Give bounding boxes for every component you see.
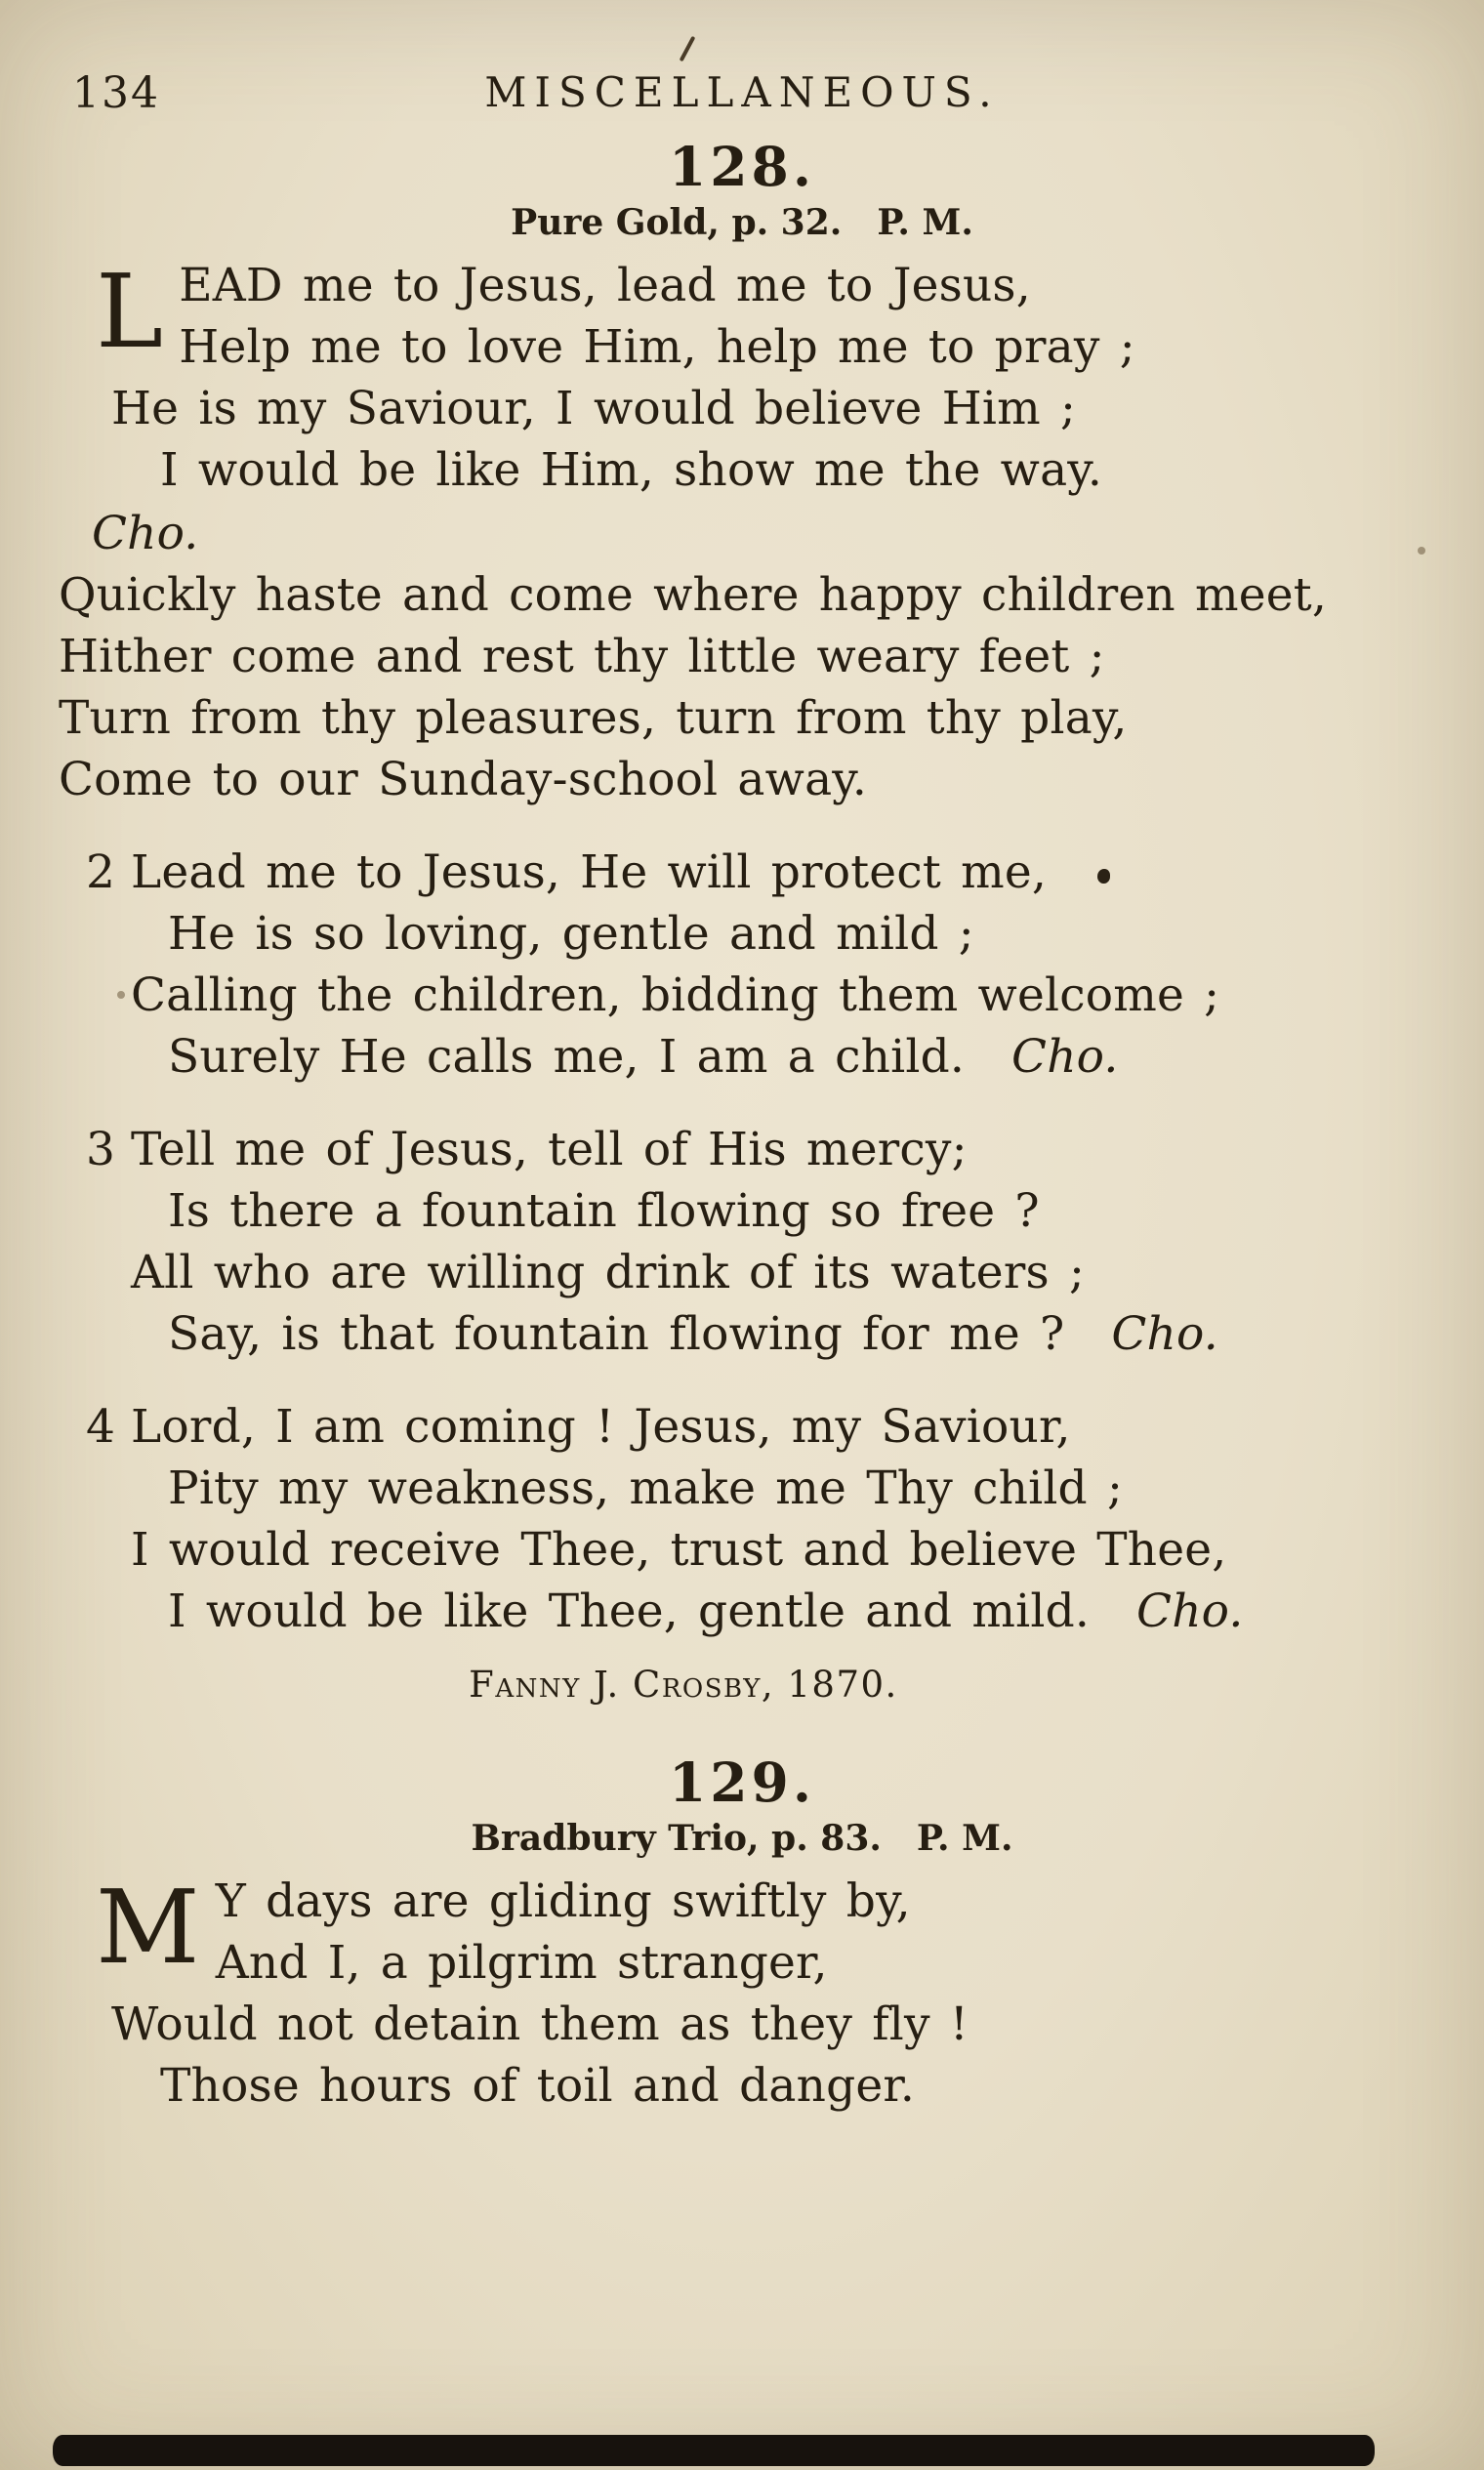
hymn-128-chorus: [59, 564, 1425, 810]
verse-number: 4: [86, 1400, 116, 1454]
verse-line: And I, a pilgrim stranger,: [215, 1936, 828, 1990]
verse-line: He is so loving, gentle and mild ;: [168, 907, 974, 961]
hymn-128-tune-line: Pure Gold, p. 32. P. M.: [511, 202, 973, 243]
verse-number: 3: [86, 1123, 116, 1176]
chorus-ref: Cho.: [1011, 1030, 1119, 1084]
chorus-line: Quickly haste and come where happy children meet,: [59, 568, 1328, 622]
hymn-128-number: 128.: [669, 135, 815, 198]
verse-line: Tell me of Jesus, tell of His mercy;: [131, 1123, 968, 1176]
verse-line: Pity my weakness, make me Thy child ;: [168, 1461, 1124, 1515]
verse-line: He is my Saviour, I would believe Him ;: [111, 382, 1077, 435]
hymn-128-verse-1: [96, 252, 1425, 501]
verse-line: Y days are gliding swiftly by,: [215, 1874, 911, 1928]
hymn-129: [59, 1750, 1425, 2117]
verse-line-text: Say, is that fountain flowing for me ?: [168, 1307, 1065, 1361]
chorus-ref: Cho.: [1111, 1307, 1218, 1361]
scan-artifact: [1418, 547, 1425, 555]
verse-line-text: Surely He calls me, I am a child.: [168, 1030, 966, 1084]
verse-line: Help me to love Him, help me to pray ;: [179, 320, 1135, 374]
dropcap-letter-M: M: [96, 1868, 200, 1987]
chorus-line: Hither come and rest thy little weary feet ;: [59, 630, 1105, 683]
verse-line: Is there a fountain flowing so free ?: [168, 1184, 1040, 1238]
verse-line: Would not detain them as they fly !: [111, 1997, 969, 2051]
verse-line: [168, 1581, 1425, 1642]
hymn-128-verse-3: [59, 1119, 1425, 1365]
chorus-label: Cho.: [92, 507, 199, 560]
author-attribution: Fanny J. Crosby, 1870.: [469, 1664, 898, 1706]
verse-line: [168, 1026, 1425, 1088]
verse-line: I would receive Thee, trust and believe Thee,: [131, 1523, 1227, 1577]
hymn-128-verse-2: [59, 842, 1425, 1088]
hymn-129-tune-line: Bradbury Trio, p. 83. P. M.: [471, 1818, 1013, 1859]
dropcap-letter-L: L: [96, 252, 164, 371]
chorus-line: Come to our Sunday-school away.: [59, 753, 867, 806]
hymn-129-verse-1: [96, 1868, 1425, 2117]
hymn-129-number: 129.: [669, 1750, 815, 1814]
hymn-128-verse-4: [59, 1396, 1425, 1642]
scan-edge-bar: [53, 2435, 1375, 2466]
ink-speck: [1097, 869, 1110, 884]
page-number: 134: [72, 68, 160, 118]
verse-line-text: Lead me to Jesus, He will protect me,: [131, 845, 1047, 899]
verse-line: EAD me to Jesus, lead me to Jesus,: [179, 259, 1031, 312]
chorus-line: Turn from thy pleasures, turn from thy play,: [59, 691, 1128, 745]
running-head: MISCELLANEOUS.: [484, 68, 1000, 116]
verse-number: 2: [86, 845, 116, 899]
verse-line: Calling the children, bidding them welcome ;: [131, 968, 1220, 1022]
verse-line: Lord, I am coming ! Jesus, my Saviour,: [131, 1400, 1071, 1454]
verse-line: I would be like Him, show me the way.: [160, 443, 1102, 497]
verse-line: All who are willing drink of its waters ;: [131, 1246, 1085, 1299]
chorus-ref: Cho.: [1136, 1585, 1244, 1638]
verse-line: [131, 842, 1425, 903]
hymn-128: [59, 135, 1425, 1706]
page-header: [59, 62, 1425, 121]
verse-line: Those hours of toil and danger.: [160, 2059, 916, 2113]
scan-artifact: [117, 991, 125, 999]
verse-line: [168, 1303, 1425, 1365]
verse-line-text: I would be like Thee, gentle and mild.: [168, 1585, 1091, 1638]
